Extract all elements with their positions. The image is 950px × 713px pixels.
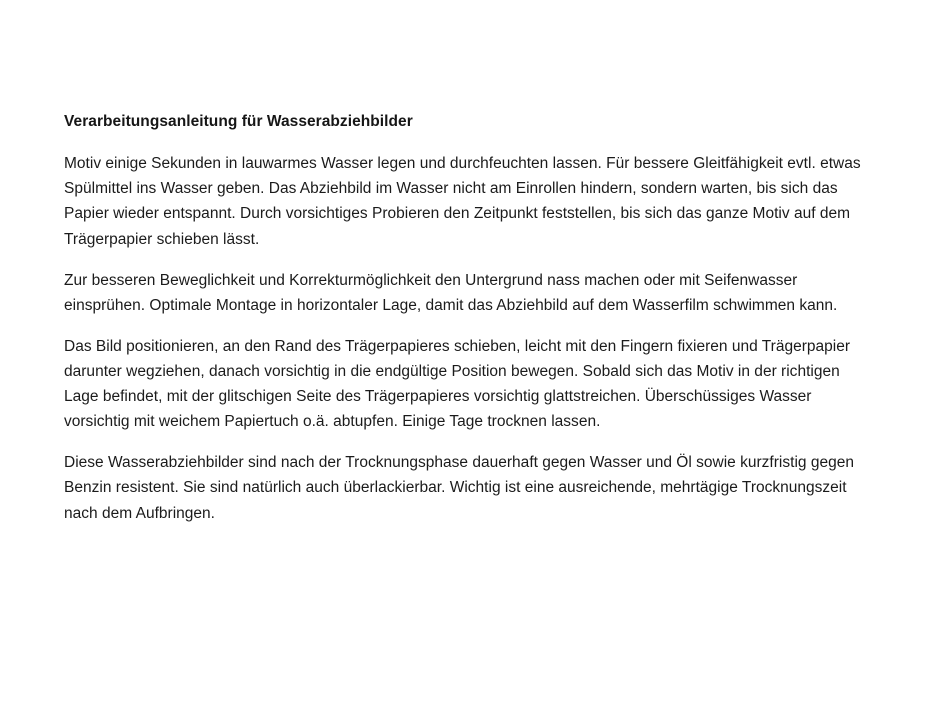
paragraph-soaking-instructions: Motiv einige Sekunden in lauwarmes Wasser legen und durchfeuchten lassen. Für bessere Gleitfähigkeit evtl. etwas Spülmittel ins Wasser geben. Das Abziehbild im Wasser nicht am Einrollen hindern, sondern warten, bis sich das Papier wieder entspannt. Durch vorsichtiges Probieren den Zeitpunkt feststellen, bis sich das ganze Motiv auf dem Trägerpapier schieben lässt. — [64, 155, 861, 248]
paragraph-application-steps: Das Bild positionieren, an den Rand des Trägerpapieres schieben, leicht mit den Fingern fixieren und Trägerpapier darunter wegziehen, danach vorsichtig in die endgültige Position bewegen. Sobald sich das Motiv in der richtigen Lage befindet, mit der glitschigen Seite des Trägerpapieres vorsichtig glattstreichen. Überschüssiges Wasser vorsichtig mit weichem Papiertuch o.ä. abtupfen. Einige Tage trocknen lassen. — [64, 337, 851, 431]
document-body — [64, 110, 876, 526]
paragraph-surface-preparation: Zur besseren Beweglichkeit und Korrekturmöglichkeit den Untergrund nass machen oder mit Seifenwasser einsprühen. Optimale Montage in horizontaler Lage, damit das Abziehbild auf dem Wasserfilm schwimmen kann. — [64, 271, 838, 314]
paragraph-durability-notes: Diese Wasserabziehbilder sind nach der Trocknungsphase dauerhaft gegen Wasser und Öl sowie kurzfristig gegen Benzin resistent. Sie sind natürlich auch überlackierbar. Wichtig ist eine ausreichende, mehrtägige Trocknungszeit nach dem Aufbringen. — [64, 454, 854, 522]
page-title: Verarbeitungsanleitung für Wasserabziehbilder — [64, 113, 413, 130]
